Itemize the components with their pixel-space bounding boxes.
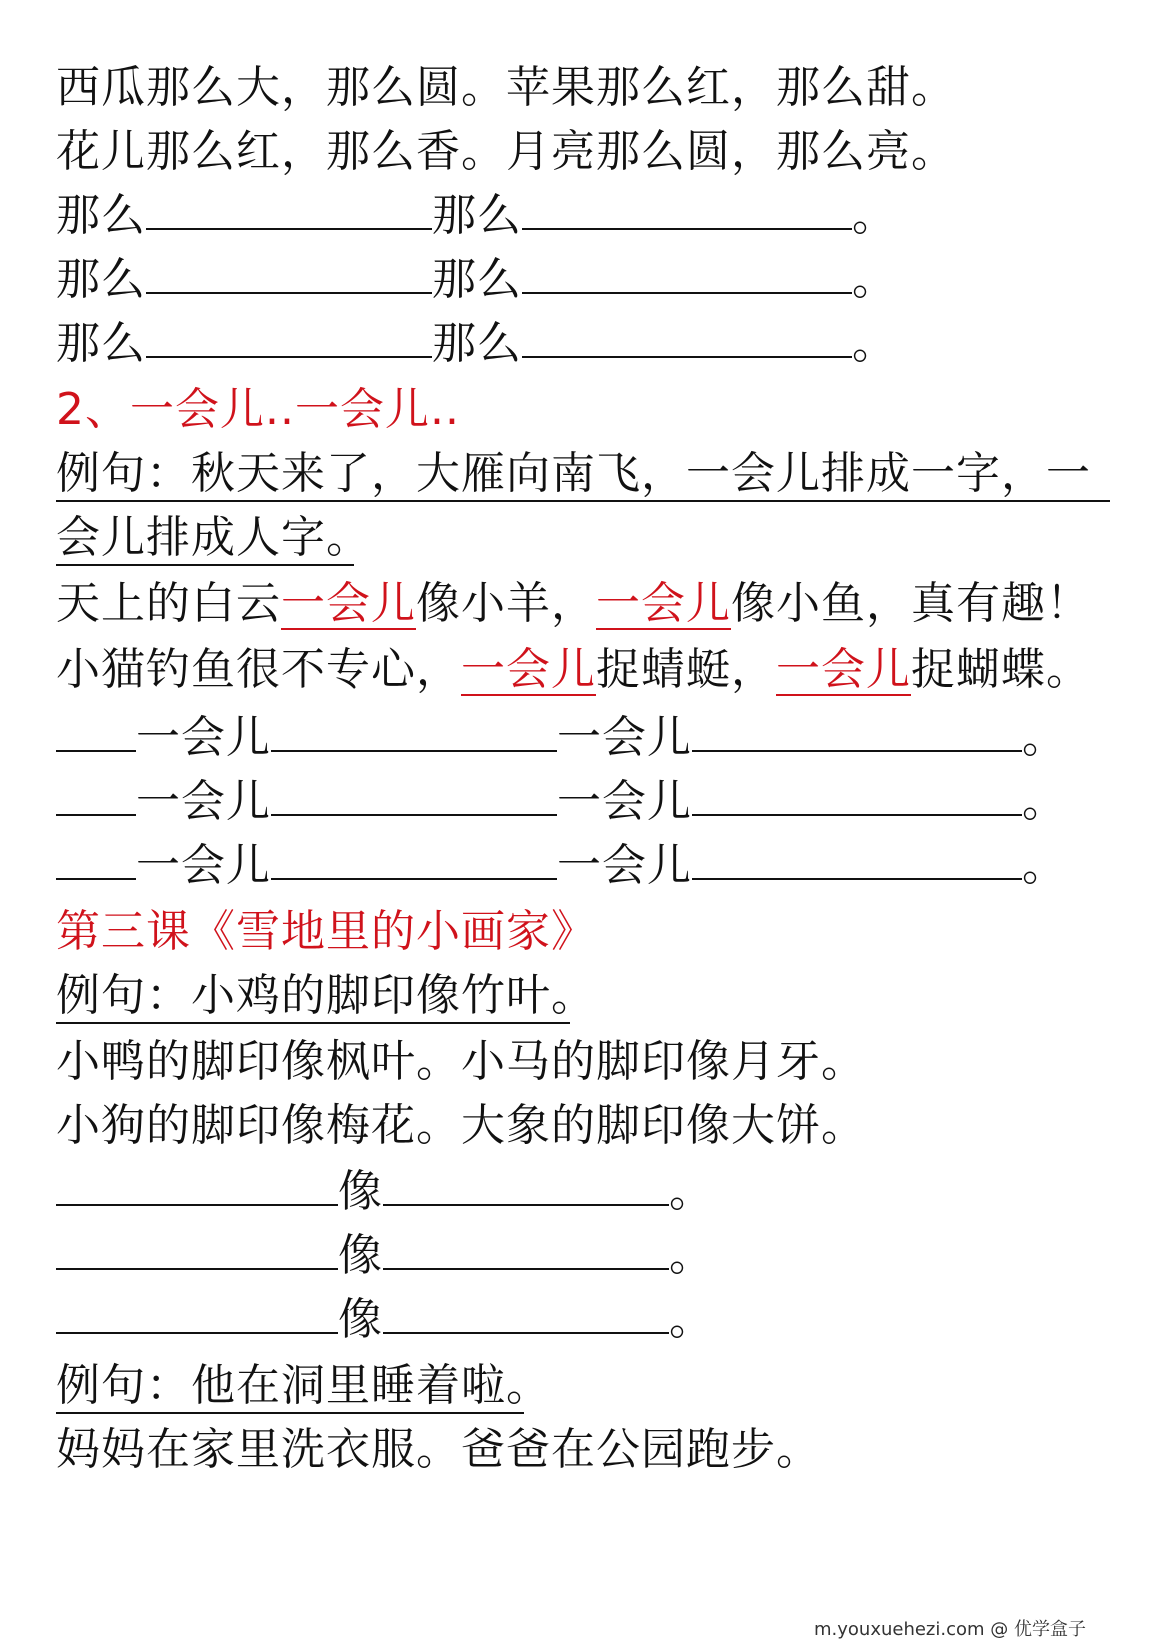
answer-blank[interactable] [271, 838, 557, 880]
keyword-highlight: 一会儿 [776, 644, 911, 695]
fill-word: 像 [338, 1294, 383, 1345]
text-segment: 捉蜻蜓， [596, 644, 776, 695]
footer-watermark: m.youxuehezi.com @ 优学盒子 [813, 1619, 1086, 1640]
fill-end: 。 [669, 1230, 714, 1281]
fill-word: 像 [338, 1230, 383, 1281]
answer-blank[interactable] [383, 1164, 669, 1206]
example-sentence-geese-a: 例句：秋天来了，大雁向南飞，一会儿排成一字，一 [56, 448, 1091, 499]
fill-word: 一会儿 [557, 840, 692, 891]
text-segment: 像小鱼，真有趣！ [731, 578, 1091, 629]
text-segment: 捉蝴蝶。 [911, 644, 1091, 695]
fill-end: 。 [669, 1294, 714, 1345]
fill-row-xiang-3 [56, 1292, 714, 1348]
sentence-dog-elephant: 小狗的脚印像梅花。大象的脚印像大饼。 [56, 1100, 866, 1151]
answer-blank[interactable] [146, 316, 432, 358]
answer-blank[interactable] [146, 188, 432, 230]
fill-word: 那么 [432, 254, 522, 305]
fill-word: 那么 [56, 190, 146, 241]
fill-word: 一会儿 [557, 776, 692, 827]
example-sentence-cave: 例句：他在洞里睡着啦。 [56, 1360, 551, 1411]
fill-row-name-3 [56, 316, 897, 372]
text-segment: 小猫钓鱼很不专心， [56, 644, 461, 695]
answer-blank[interactable] [271, 774, 557, 816]
sentence-duck-horse: 小鸭的脚印像枫叶。小马的脚印像月牙。 [56, 1036, 866, 1087]
answer-blank[interactable] [383, 1292, 669, 1334]
sentence-watermelon-apple: 西瓜那么大，那么圆。苹果那么红，那么甜。 [56, 62, 956, 113]
lesson-heading-snow-painters: 第三课《雪地里的小画家》 [56, 906, 596, 957]
text-segment: 像小羊， [416, 578, 596, 629]
fill-word: 像 [338, 1166, 383, 1217]
fill-end: 。 [852, 254, 897, 305]
sentence-kitten [56, 642, 1091, 698]
answer-blank[interactable] [271, 710, 557, 752]
fill-row-yihuier-2 [56, 774, 1067, 830]
fill-word: 一会儿 [136, 776, 271, 827]
fill-word: 一会儿 [557, 712, 692, 763]
sentence-clouds [56, 576, 1091, 632]
fill-end: 。 [852, 190, 897, 241]
fill-end: 。 [669, 1166, 714, 1217]
fill-word: 那么 [432, 190, 522, 241]
answer-blank[interactable] [522, 252, 852, 294]
example-underline [56, 500, 1110, 502]
example-underline [56, 1022, 570, 1024]
answer-blank[interactable] [56, 774, 136, 816]
fill-word: 一会儿 [136, 840, 271, 891]
example-sentence-chick: 例句：小鸡的脚印像竹叶。 [56, 970, 596, 1021]
answer-blank[interactable] [56, 838, 136, 880]
fill-word: 那么 [56, 254, 146, 305]
example-underline [56, 564, 354, 566]
answer-blank[interactable] [56, 1164, 338, 1206]
keyword-highlight: 一会儿 [596, 578, 731, 629]
fill-row-yihuier-3 [56, 838, 1067, 894]
fill-end: 。 [1022, 776, 1067, 827]
fill-end: 。 [1022, 712, 1067, 763]
fill-end: 。 [1022, 840, 1067, 891]
example-underline [56, 1412, 524, 1414]
section-heading-yihuier: 2、一会儿..一会儿.. [56, 384, 460, 435]
answer-blank[interactable] [522, 316, 852, 358]
fill-row-name-2 [56, 252, 897, 308]
keyword-highlight: 一会儿 [281, 578, 416, 629]
fill-end: 。 [852, 318, 897, 369]
fill-row-xiang-2 [56, 1228, 714, 1284]
sentence-flower-moon: 花儿那么红，那么香。月亮那么圆，那么亮。 [56, 126, 956, 177]
text-segment: 天上的白云 [56, 578, 281, 629]
answer-blank[interactable] [692, 710, 1022, 752]
example-sentence-geese-b: 会儿排成人字。 [56, 512, 371, 563]
answer-blank[interactable] [692, 774, 1022, 816]
answer-blank[interactable] [56, 1292, 338, 1334]
fill-row-name-1 [56, 188, 897, 244]
answer-blank[interactable] [56, 1228, 338, 1270]
fill-row-xiang-1 [56, 1164, 714, 1220]
answer-blank[interactable] [56, 710, 136, 752]
fill-word: 那么 [432, 318, 522, 369]
answer-blank[interactable] [522, 188, 852, 230]
fill-word: 那么 [56, 318, 146, 369]
answer-blank[interactable] [692, 838, 1022, 880]
answer-blank[interactable] [146, 252, 432, 294]
keyword-highlight: 一会儿 [461, 644, 596, 695]
fill-word: 一会儿 [136, 712, 271, 763]
fill-row-yihuier-1 [56, 710, 1067, 766]
sentence-mom-dad: 妈妈在家里洗衣服。爸爸在公园跑步。 [56, 1424, 821, 1475]
answer-blank[interactable] [383, 1228, 669, 1270]
